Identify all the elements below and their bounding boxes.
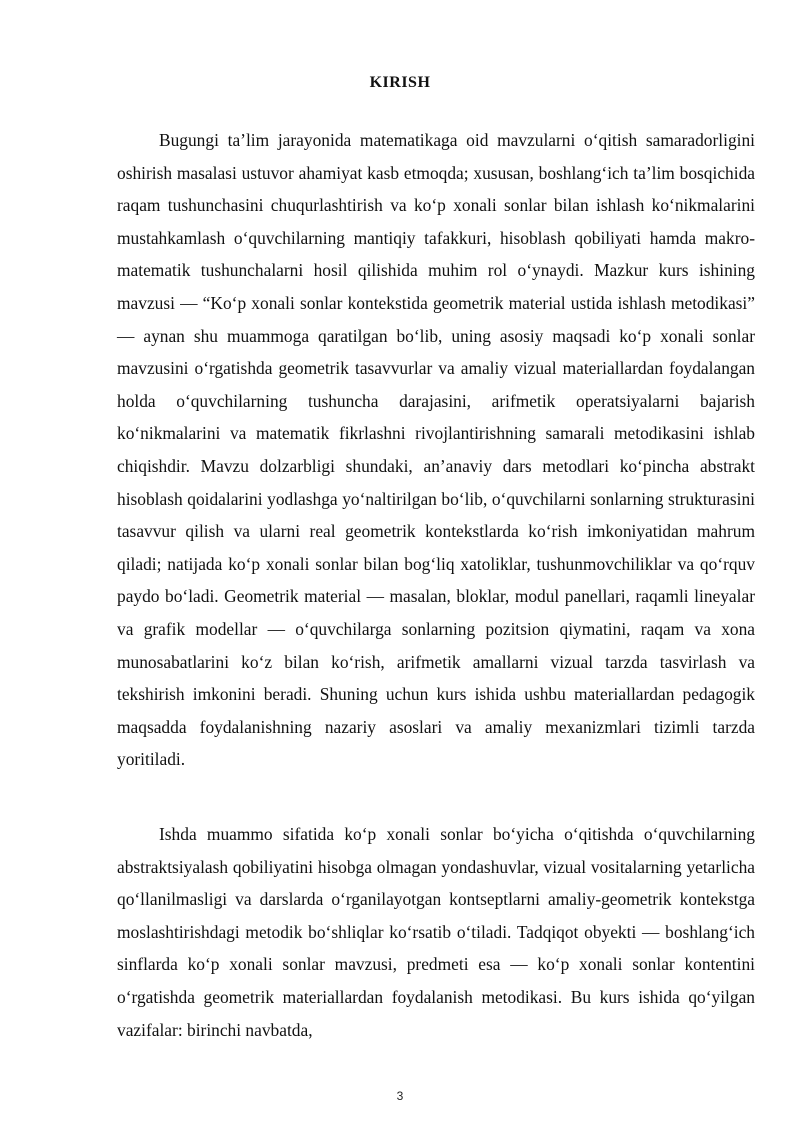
paragraph-introduction: Bugungi ta’lim jarayonida matematikaga oid mavzularni o‘qitish samaradorligini oshirish masalasi ustuvor ahamiyat kasb etmoqda; xususan, boshlang‘ich ta’lim bosqichida raqam tushunchasini chuqurlashtirish va ko‘p xonali sonlar bilan ishlash ko‘nikmalarini mustahkamlash o‘quvchilarning mantiqiy tafakkuri, hisoblash qobiliyati hamda makro-matematik tushunchalarni hosil qilishida muhim rol o‘ynaydi. Mazkur kurs ishining mavzusi — “Ko‘p xonali sonlar kontekstida geometrik material ustida ishlash metodikasi” — aynan shu muammoga qaratilgan bo‘lib, uning asosiy maqsadi ko‘p xonali sonlar mavzusini o‘rgatishda geometrik tasavvurlar va amaliy vizual materiallardan foydalangan holda o‘quvchilarning tushuncha darajasini, arifmetik operatsiyalarni bajarish ko‘nikmalarini va matematik fikrlashni rivojlantirishning samarali metodikasini ishlab chiqishdir. Mavzu dolzarbligi shundaki, an’anaviy dars metodlari ko‘pincha abstrakt hisoblash qoidalarini yodlashga yo‘naltirilgan bo‘lib, o‘quvchilarni sonlarning strukturasini tasavvur qilish va ularni real geometrik kontekstlarda ko‘rish imkoniyatidan mahrum qiladi; natijada ko‘p xonali sonlar bilan bog‘liq xatoliklar, tushunmovchiliklar va qo‘rquv paydo bo‘ladi. Geometrik material — masalan, bloklar, modul panellari, raqamli lineyalar va grafik modellar — o‘quvchilarga sonlarning pozitsion qiymatini, raqam va xona munosabatlarini ko‘z bilan ko‘rish, arifmetik amallarni vizual tarzda tasvirlash va tekshirish imkonini beradi. Shuning uchun kurs ishida ushbu materiallardan pedagogik maqsadda foydalanishning nazariy asoslari va amaliy mexanizmlari tizimli tarzda yoritiladi. (117, 130, 755, 770)
paragraph-problem: Ishda muammo sifatida ko‘p xonali sonlar bo‘yicha o‘qitishda o‘quvchilarning abstraktsiyalash qobiliyatini hisobga olmagan yondashuvlar, vizual vositalarning yetarlicha qo‘llanilmasligi va darslarda o‘rganilayotgan kontseptlarni amaliy-geometrik kontekstga moslashtirishdagi metodik bo‘shliqlar ko‘rsatib o‘tiladi. Tadqiqot obyekti — boshlang‘ich sinflarda ko‘p xonali sonlar mavzusi, predmeti esa — ko‘p xonali sonlar kontentini o‘rgatishda geometrik materiallardan foydalanish metodikasi. Bu kurs ishida qo‘yilgan vazifalar: birinchi navbatda, (117, 824, 755, 1040)
page-title: KIRISH (369, 74, 431, 91)
page-number: 3 (396, 1089, 404, 1103)
